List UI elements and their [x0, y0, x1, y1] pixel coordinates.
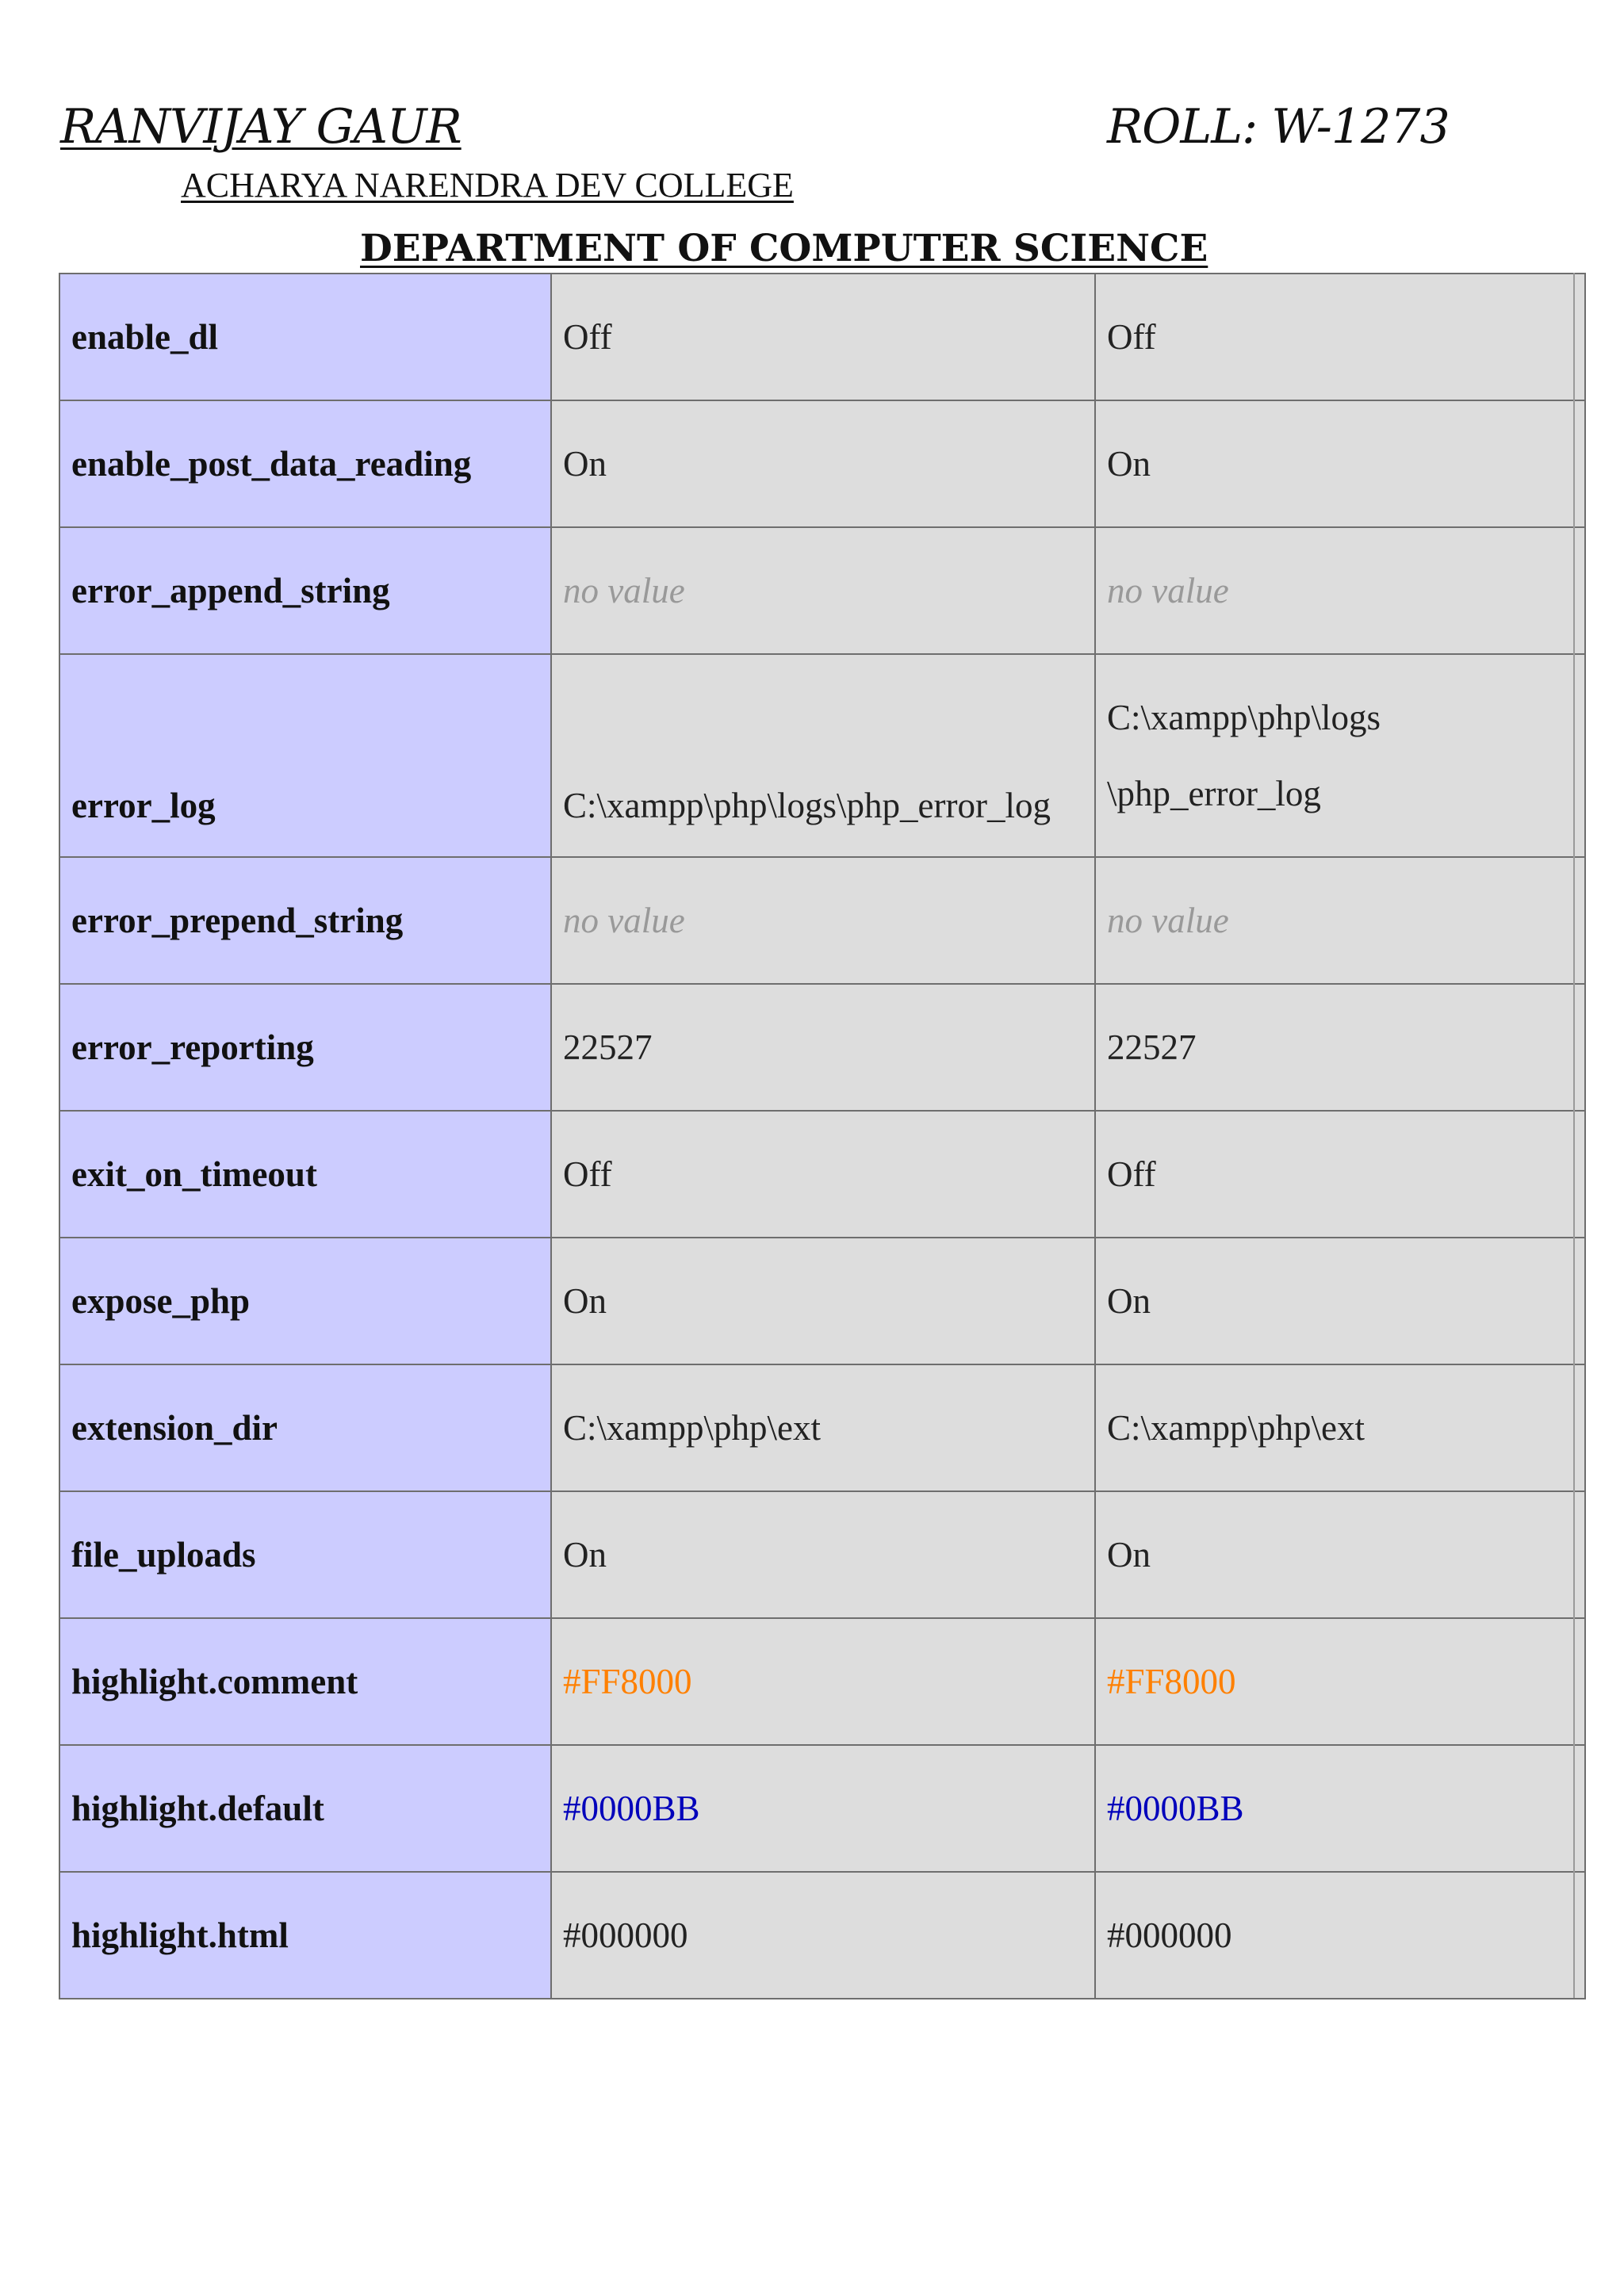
table-outer-border: [1573, 273, 1575, 1998]
local-value: On: [551, 1238, 1095, 1364]
local-value: no value: [551, 857, 1095, 984]
directive-name: highlight.comment: [59, 1618, 551, 1745]
table-row: [59, 1111, 1585, 1238]
local-value: C:\xampp\php\logs\php_error_log: [551, 654, 1095, 857]
local-value: #000000: [551, 1872, 1095, 1999]
directive-name: exit_on_timeout: [59, 1111, 551, 1238]
directive-name: error_append_string: [59, 527, 551, 654]
roll-number: ROLL: W-1273: [1107, 99, 1450, 155]
master-value: #FF8000: [1095, 1618, 1585, 1745]
table-row: [59, 1364, 1585, 1491]
master-value: Off: [1095, 274, 1585, 400]
local-value: #FF8000: [551, 1618, 1095, 1745]
master-value: 22527: [1095, 984, 1585, 1111]
table-row: [59, 527, 1585, 654]
table-row: [59, 984, 1585, 1111]
master-value: [1095, 654, 1585, 857]
directive-name: error_reporting: [59, 984, 551, 1111]
master-value: On: [1095, 400, 1585, 527]
php-config-table: [59, 273, 1586, 1999]
student-name: RANVIJAY GAUR: [60, 99, 462, 155]
local-value: 22527: [551, 984, 1095, 1111]
directive-name: highlight.default: [59, 1745, 551, 1872]
table-row: [59, 1618, 1585, 1745]
department-title: DEPARTMENT OF COMPUTER SCIENCE: [360, 227, 1208, 270]
directive-name: error_log: [59, 654, 551, 857]
local-value: On: [551, 1491, 1095, 1618]
table-row: [59, 400, 1585, 527]
master-value: On: [1095, 1491, 1585, 1618]
directive-name: enable_dl: [59, 274, 551, 400]
master-value-line: C:\xampp\php\logs: [1107, 698, 1381, 737]
local-value: #0000BB: [551, 1745, 1095, 1872]
local-value: Off: [551, 274, 1095, 400]
directive-name: highlight.html: [59, 1872, 551, 1999]
table-row: [59, 857, 1585, 984]
directive-name: error_prepend_string: [59, 857, 551, 984]
table-row: [59, 1745, 1585, 1872]
master-value: On: [1095, 1238, 1585, 1364]
table-row: [59, 274, 1585, 400]
local-value: Off: [551, 1111, 1095, 1238]
master-value-line: \php_error_log: [1107, 774, 1321, 813]
local-value: no value: [551, 527, 1095, 654]
master-value: no value: [1095, 857, 1585, 984]
directive-name: file_uploads: [59, 1491, 551, 1618]
directive-name: enable_post_data_reading: [59, 400, 551, 527]
directive-name: expose_php: [59, 1238, 551, 1364]
local-value: C:\xampp\php\ext: [551, 1364, 1095, 1491]
table-row: [59, 1491, 1585, 1618]
master-value: #0000BB: [1095, 1745, 1585, 1872]
table-row: [59, 654, 1585, 857]
master-value: #000000: [1095, 1872, 1585, 1999]
local-value: On: [551, 400, 1095, 527]
master-value: C:\xampp\php\ext: [1095, 1364, 1585, 1491]
directive-name: extension_dir: [59, 1364, 551, 1491]
master-value: Off: [1095, 1111, 1585, 1238]
college-name: ACHARYA NARENDRA DEV COLLEGE: [181, 166, 794, 205]
master-value: no value: [1095, 527, 1585, 654]
table-row: [59, 1872, 1585, 1999]
table-row: [59, 1238, 1585, 1364]
